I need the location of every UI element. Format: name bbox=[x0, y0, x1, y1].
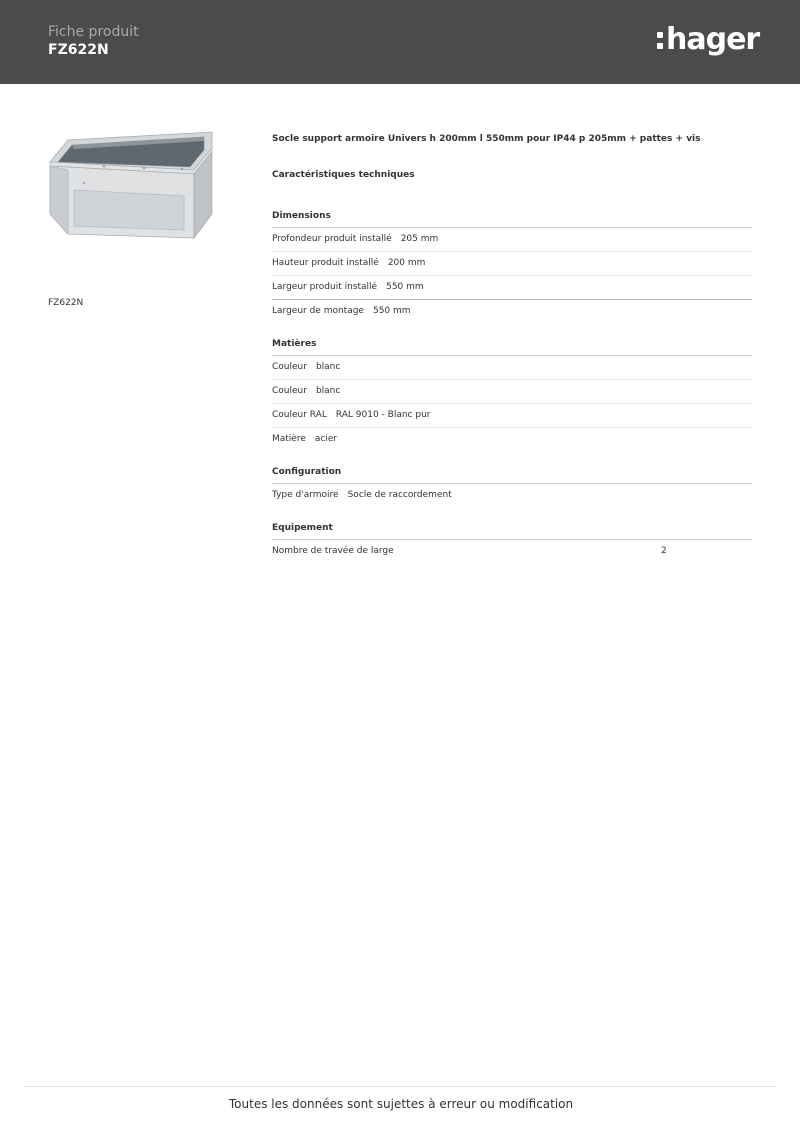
spec-group-dimensions bbox=[272, 209, 752, 323]
spec-value: RAL 9010 - Blanc pur bbox=[335, 410, 431, 420]
spec-value: Socle de raccordement bbox=[347, 490, 452, 500]
product-reference: FZ622N bbox=[48, 298, 84, 308]
spec-row bbox=[272, 404, 752, 428]
spec-row bbox=[272, 276, 752, 300]
spec-value: 550 mm bbox=[386, 282, 424, 292]
spec-group-title: Equipement bbox=[272, 521, 752, 540]
spec-label: Matière bbox=[272, 434, 306, 444]
doc-type-label: Fiche produit bbox=[48, 24, 139, 40]
spec-label: Hauteur produit installé bbox=[272, 258, 379, 268]
spec-row bbox=[272, 380, 752, 404]
specs-panel bbox=[272, 132, 752, 563]
spec-label: Nombre de travée de large bbox=[272, 546, 394, 556]
spec-group-title: Configuration bbox=[272, 465, 752, 484]
spec-value: 200 mm bbox=[387, 258, 426, 268]
spec-label: Couleur RAL bbox=[272, 410, 327, 420]
spec-label: Couleur bbox=[272, 362, 307, 372]
header-bar bbox=[0, 0, 800, 84]
spec-label: Type d'armoire bbox=[272, 490, 339, 500]
spec-label: Largeur produit installé bbox=[272, 282, 378, 292]
product-description: Socle support armoire Univers h 200mm l 550mm pour IP44 p 205mm + pattes + vis bbox=[272, 134, 701, 144]
logo-colon-icon bbox=[656, 22, 665, 58]
spec-value: blanc bbox=[315, 362, 341, 372]
spec-row bbox=[272, 540, 752, 563]
product-code-title: FZ622N bbox=[48, 42, 109, 58]
spec-label: Profondeur produit installé bbox=[272, 234, 392, 244]
spec-value: 2 bbox=[661, 546, 667, 556]
spec-value: blanc bbox=[315, 386, 341, 396]
logo-wordmark: hager bbox=[666, 22, 760, 57]
spec-row bbox=[272, 228, 752, 252]
spec-label: Largeur de montage bbox=[272, 306, 364, 316]
spec-row bbox=[272, 428, 752, 451]
specs-heading: Caractéristiques techniques bbox=[272, 170, 415, 180]
spec-row bbox=[272, 300, 752, 323]
spec-value: 550 mm bbox=[372, 306, 411, 316]
spec-group-materials bbox=[272, 337, 752, 451]
footer-disclaimer: Toutes les données sont sujettes à erreur ou modification bbox=[228, 1097, 574, 1111]
spec-row bbox=[272, 252, 752, 276]
hager-logo bbox=[656, 22, 759, 58]
spec-label: Couleur bbox=[272, 386, 307, 396]
spec-group-title: Matières bbox=[272, 337, 752, 356]
spec-row bbox=[272, 484, 752, 507]
spec-value: 205 mm bbox=[400, 234, 439, 244]
spec-group-configuration bbox=[272, 465, 752, 507]
spec-row bbox=[272, 356, 752, 380]
footer-divider bbox=[24, 1086, 776, 1087]
spec-group-title: Dimensions bbox=[272, 209, 752, 228]
spec-value: acier bbox=[314, 434, 338, 444]
cabinet-base-image bbox=[44, 126, 216, 242]
spec-group-equipment bbox=[272, 521, 752, 563]
